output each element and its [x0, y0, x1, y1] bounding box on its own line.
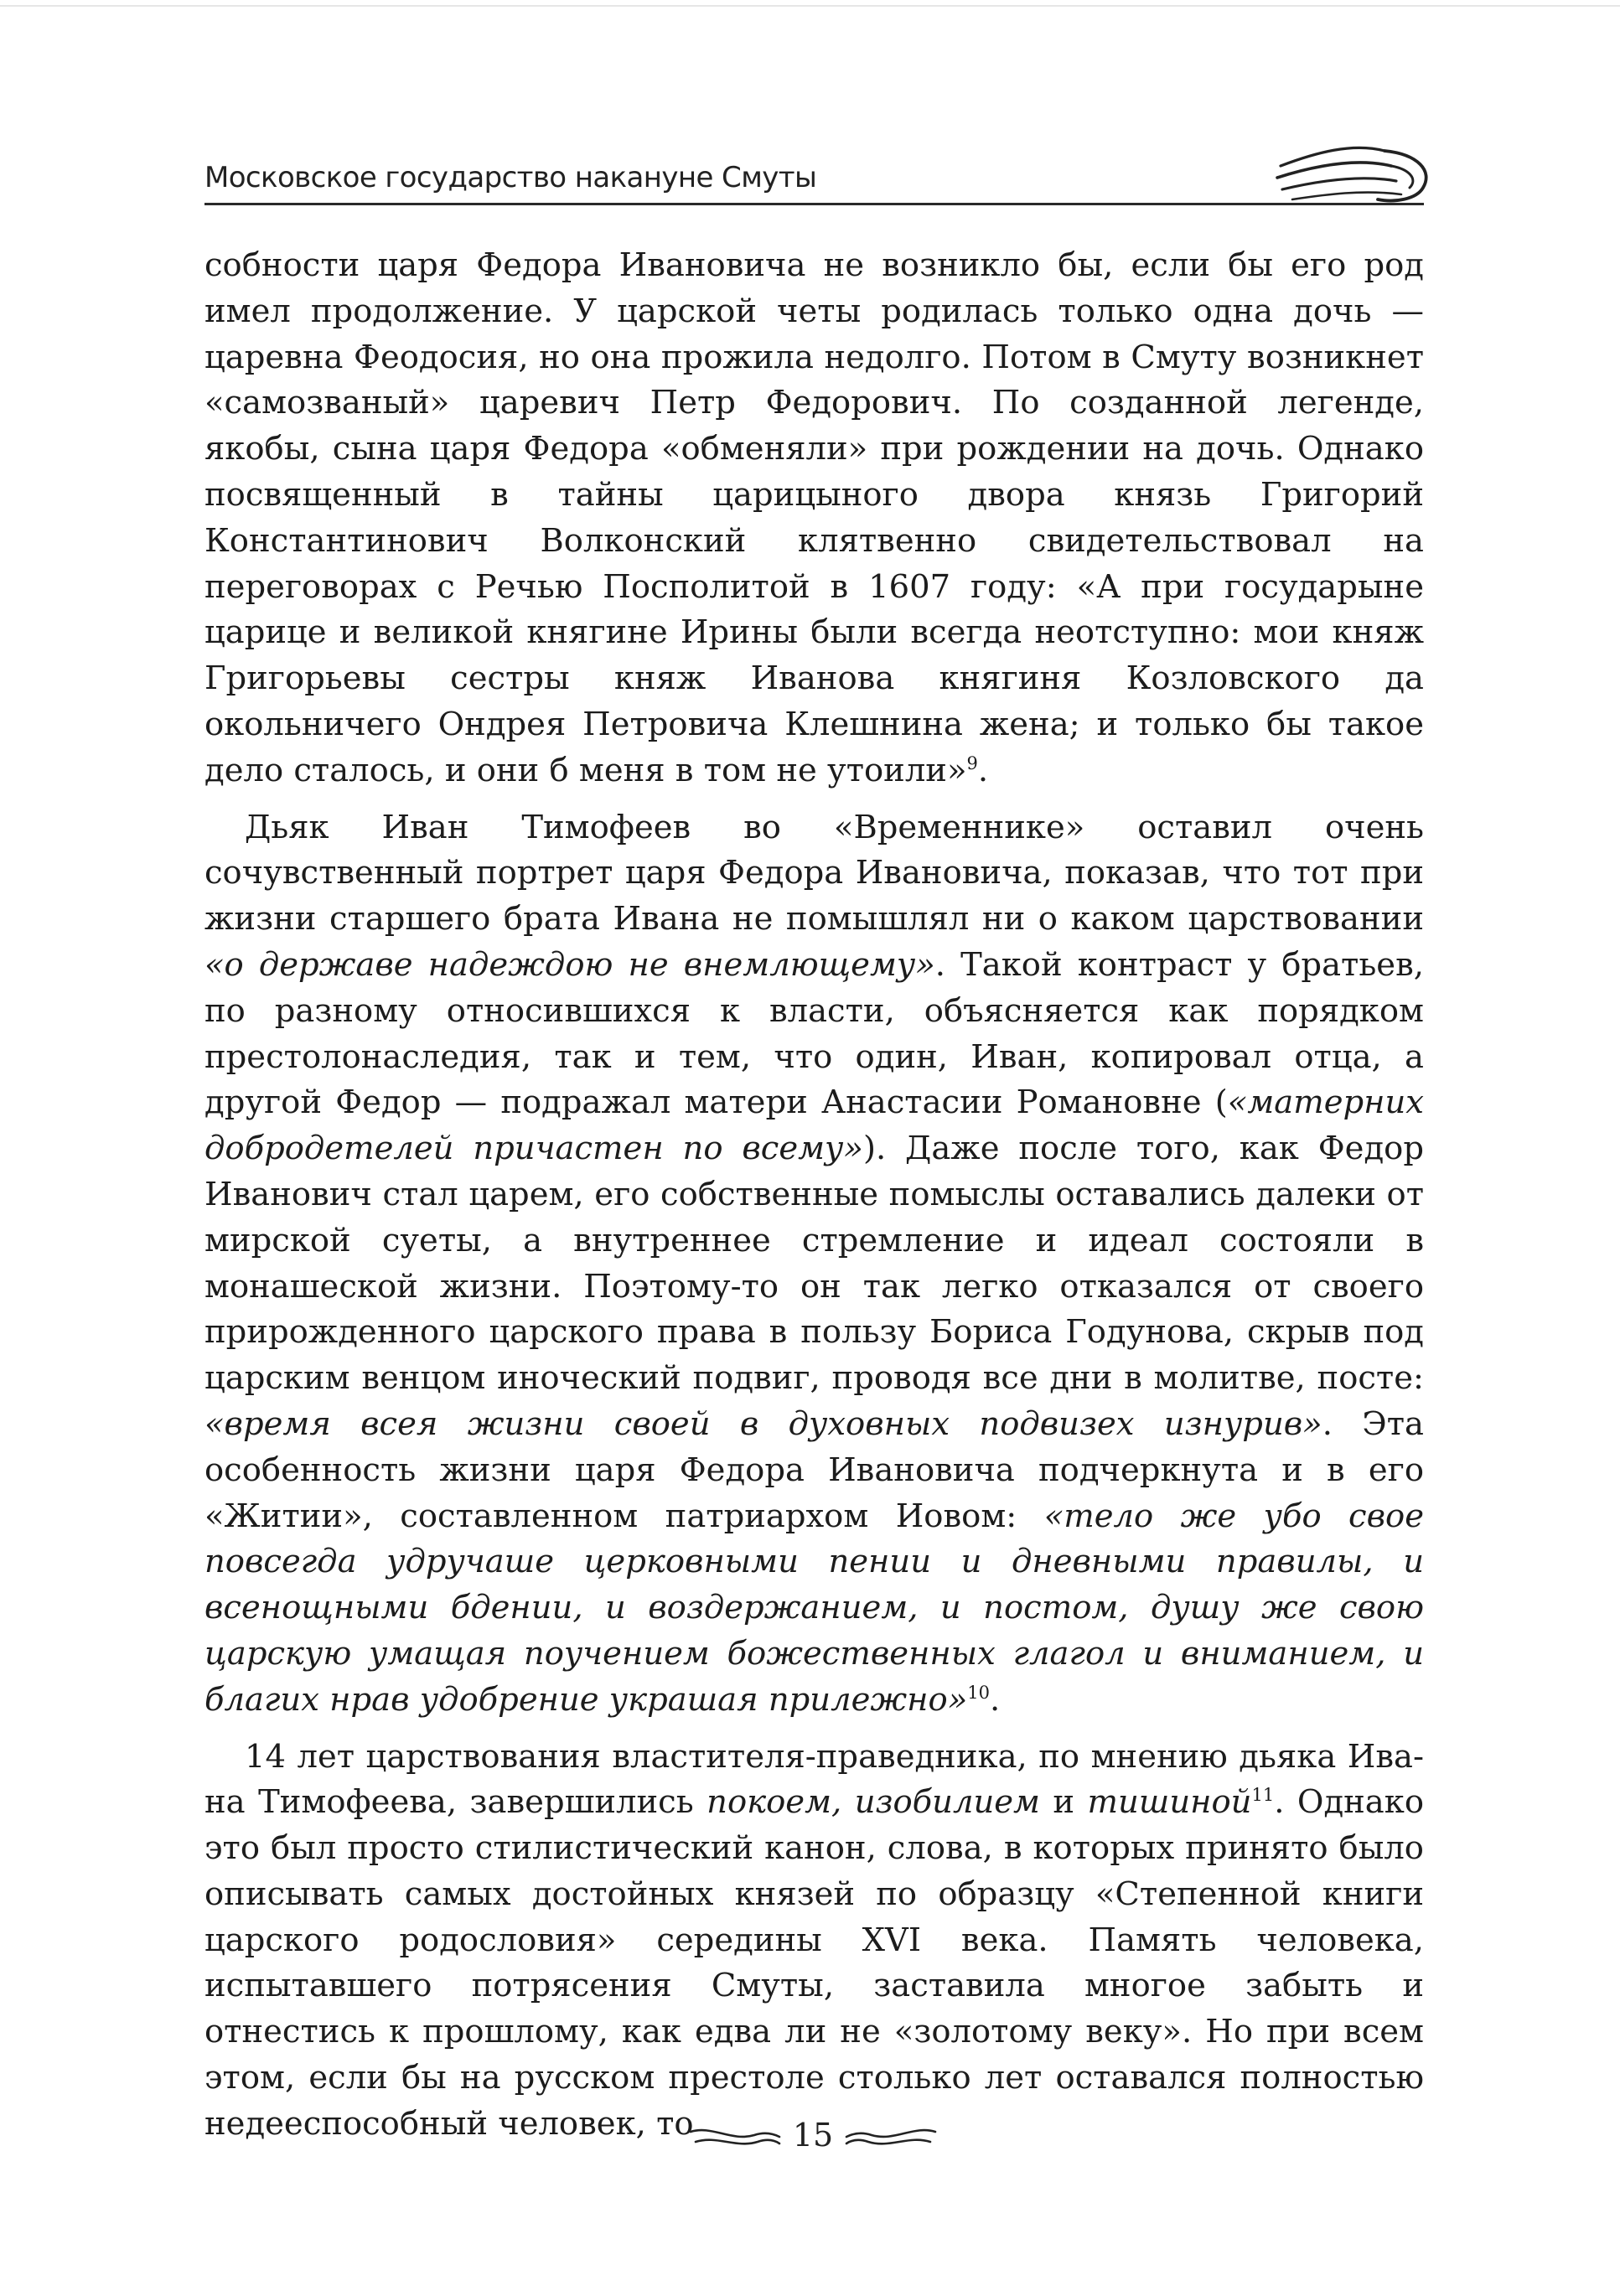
page-top-edge	[0, 5, 1620, 7]
running-head-title: Московское государство накануне Смуты	[204, 161, 817, 194]
paragraph-2-text: . Такой контраст у братьев, по разному относившихся к власти, объясняется как порядком престолонаследия, так и тем, что один, Иван, копировал отца, а другой Федор — подражал матери Анастасии Романовне (	[204, 945, 1424, 1122]
paragraph-3-text: . Однако это был просто стилистический канон, слова, в которых принято было описывать самых достойных князей по образцу «Степенной книги царского родословия» середины XVI века. Память человека, испытавшего потрясения Смуты, заставила многое забыть и отнестись к прошлому, как едва ли не «золотому веку». Но при всем этом, если бы на русском престоле столько лет оставался полностью недееспособный человек, то	[204, 1783, 1424, 2143]
paragraph-2-text: ). Даже после того, как Федор Иванович стал царем, его собственные помыслы оставались далеки от мирской суеты, а внутреннее стремление и идеал состояли в монашеской жизни. Поэтому-то он так легко отказался от своего прирожденного царского права в пользу Бориса Годунова, скрыв под царским венцом иноческий подвиг, проводя все дни в молитве, посте:	[204, 1130, 1424, 1398]
paragraph-2	[204, 805, 1424, 1724]
quote-tishinoy: тишиной	[1087, 1783, 1252, 1822]
wave-flourish-icon	[845, 2122, 939, 2152]
paragraph-3-text: и	[1039, 1783, 1088, 1822]
footnote-ref-9: 9	[966, 752, 978, 773]
footnote-ref-11: 11	[1251, 1785, 1275, 1806]
body-text	[204, 243, 1424, 2148]
quote-derzhave: «о державе надеждою не внемлющему»	[204, 945, 935, 984]
paragraph-2-text: . Эта особенность жизни царя Федора Ивановича подчеркнута и в его «Житии», составленном патриархом Иовом:	[204, 1404, 1425, 1535]
paragraph-2-end: .	[990, 1680, 1001, 1719]
paragraph-1-end: .	[977, 751, 989, 789]
paragraph-2-text: Дьяк Иван Тимофеев во «Временнике» оставил очень сочувственный портрет царя Федора Ивановича, показав, что тот при жизни старшего брата Ивана не помышлял ни о каком царствовании	[204, 808, 1424, 939]
wave-flourish-icon	[687, 2122, 781, 2152]
paragraph-1	[204, 243, 1424, 794]
running-head-rule	[204, 203, 1424, 205]
page-folio	[687, 2112, 939, 2162]
quote-zhitie: «тело же убо свое повсегда удручаше церковными пении и дневными правилы, и всенощными бдении, и воздержанием, и постом, душу же свою царскую умащая поучением божественных глагол и вниманием, и благих нрав удобрение украшая прилежно»	[204, 1497, 1424, 1719]
paragraph-1-text: собности царя Федора Ивановича не возникло бы, если бы его род имел продолжение. У царской четы родилась только одна дочь — царевна Феодосия, но она прожила недолго. Потом в Смуту возникнет «самозваный» царевич Петр Федорович. По созданной легенде, якобы, сына царя Федора «обменяли» при рождении на дочь. Однако посвященный в тайны царицыного двора князь Григорий Константинович Волконский клятвенно свидетельствовал на переговорах с Речью Посполитой в 1607 году: «А при государыне царице и великой княгине Ирины были всегда неотступно: мои княж Григорьевы сестры княж Иванова княгиня Козловского да окольничего Ондрея Петровича Клешнина жена; и только бы такое дело сталось, и они б меня в том не утоили»	[204, 246, 1424, 789]
paragraph-3	[204, 1735, 1424, 2148]
page-number: 15	[792, 2117, 834, 2154]
swirl-flourish-icon	[1276, 132, 1443, 212]
paragraph-3-text: 14 лет царствования властителя-праведника, по мнению дьяка Ивана Тимофеева, завершились	[204, 1737, 1424, 1822]
footnote-ref-10: 10	[967, 1682, 990, 1703]
quote-maternih: «матерних добродетелей причастен по всему»	[204, 1083, 1424, 1168]
quote-vremya: «время всея жизни своей в духовных подвизех изнурив»	[204, 1404, 1322, 1443]
quote-pokoem: покоем, изобилием	[706, 1783, 1040, 1822]
running-head	[204, 132, 1424, 208]
